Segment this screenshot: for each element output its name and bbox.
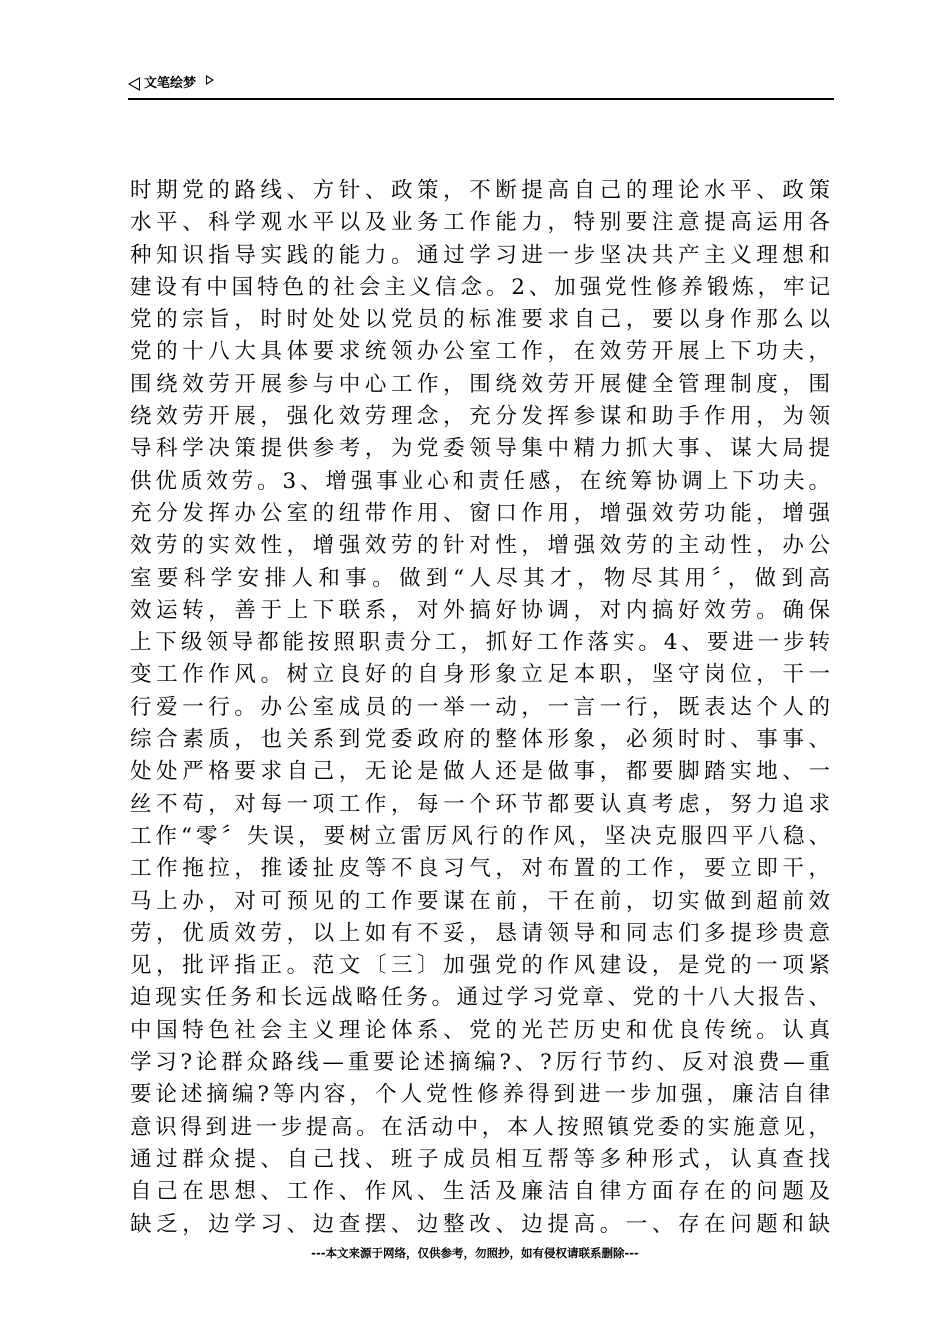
body-line: 党的十八大具体要求统领办公室工作，在效劳开展上下功夫， [130, 339, 830, 365]
body-line: 效劳的实效性，增强效劳的针对性，增强效劳的主动性，办公 [130, 533, 830, 559]
body-line: 综合素质，也关系到党委政府的整体形象，必须时时、事事、 [130, 727, 830, 753]
body-line: 迫现实任务和长远战略任务。通过学习党章、党的十八大报告、 [130, 985, 830, 1011]
body-line: 供优质效劳。3、增强事业心和责任感，在统筹协调上下功夫。 [130, 468, 830, 494]
page-header [128, 74, 834, 100]
body-line: 工作“零〞失误，要树立雷厉风行的作风，坚决克服四平八稳、 [130, 823, 830, 849]
body-line: 党的宗旨，时时处处以党员的标准要求自己，要以身作那么以 [130, 307, 830, 333]
triangle-right-icon [206, 75, 214, 85]
body-line: 通过群众提、自己找、班子成员相互帮等多种形式，认真查找 [130, 1146, 830, 1172]
header-title: 文笔绘梦 [144, 76, 197, 91]
body-line: 处处严格要求自己，无论是做人还是做事，都要脚踏实地、一 [130, 759, 830, 785]
body-line: 绕效劳开展，强化效劳理念，充分发挥参谋和助手作用，为领 [130, 404, 830, 430]
triangle-left-icon [128, 77, 140, 91]
body-line: 学习?论群众路线—重要论述摘编?、?厉行节约、反对浪费—重 [130, 1050, 830, 1076]
body-line: 中国特色社会主义理论体系、党的光芒历史和优良传统。认真 [130, 1017, 830, 1043]
header-title-group [128, 76, 214, 92]
body-line: 工作拖拉，推诿扯皮等不良习气，对布置的工作，要立即干， [130, 856, 830, 882]
body-line: 充分发挥办公室的纽带作用、窗口作用，增强效劳功能，增强 [130, 500, 830, 526]
body-line: 种知识指导实践的能力。通过学习进一步坚决共产主义理想和 [130, 242, 830, 268]
body-line: 变工作作风。树立良好的自身形象立足本职，坚守岗位，干一 [130, 662, 830, 688]
body-line: 马上办，对可预见的工作要谋在前，干在前，切实做到超前效 [130, 888, 830, 914]
page-footer: ---本文来源于网络，仅供参考，勿照抄，如有侵权请联系删除--- [311, 1246, 639, 1260]
body-line: 上下级领导都能按照职责分工，抓好工作落实。4、要进一步转 [130, 630, 830, 656]
document-body [130, 175, 830, 1241]
body-line: 水平、科学观水平以及业务工作能力，特别要注意提高运用各 [130, 210, 830, 236]
body-line: 意识得到进一步提高。在活动中，本人按照镇党委的实施意见， [130, 1114, 830, 1140]
body-line: 效运转，善于上下联系，对外搞好协调，对内搞好效劳。确保 [130, 597, 830, 623]
body-line: 室要科学安排人和事。做到“人尽其才，物尽其用〞，做到高 [130, 565, 830, 591]
body-line: 时期党的路线、方针、政策，不断提高自己的理论水平、政策 [130, 178, 830, 203]
body-line: 丝不苟，对每一项工作，每一个环节都要认真考虑，努力追求 [130, 791, 830, 817]
body-line: 见，批评指正。范文〔三〕加强党的作风建设，是党的一项紧 [130, 953, 830, 979]
body-line: 劳，优质效劳，以上如有不妥，恳请领导和同志们多提珍贵意 [130, 920, 830, 946]
body-line: 建设有中国特色的社会主义信念。2、加强党性修养锻炼，牢记 [130, 274, 830, 300]
body-line: 缺乏，边学习、边查摆、边整改、边提高。一、存在问题和缺 [130, 1211, 830, 1237]
body-line: 围绕效劳开展参与中心工作，围绕效劳开展健全管理制度，围 [130, 371, 830, 397]
body-line: 导科学决策提供参考，为党委领导集中精力抓大事、谋大局提 [130, 436, 830, 462]
body-line: 行爱一行。办公室成员的一举一动，一言一行，既表达个人的 [130, 694, 830, 720]
body-line: 自己在思想、工作、作风、生活及廉洁自律方面存在的问题及 [130, 1179, 830, 1205]
body-line: 要论述摘编?等内容，个人党性修养得到进一步加强，廉洁自律 [130, 1082, 830, 1108]
